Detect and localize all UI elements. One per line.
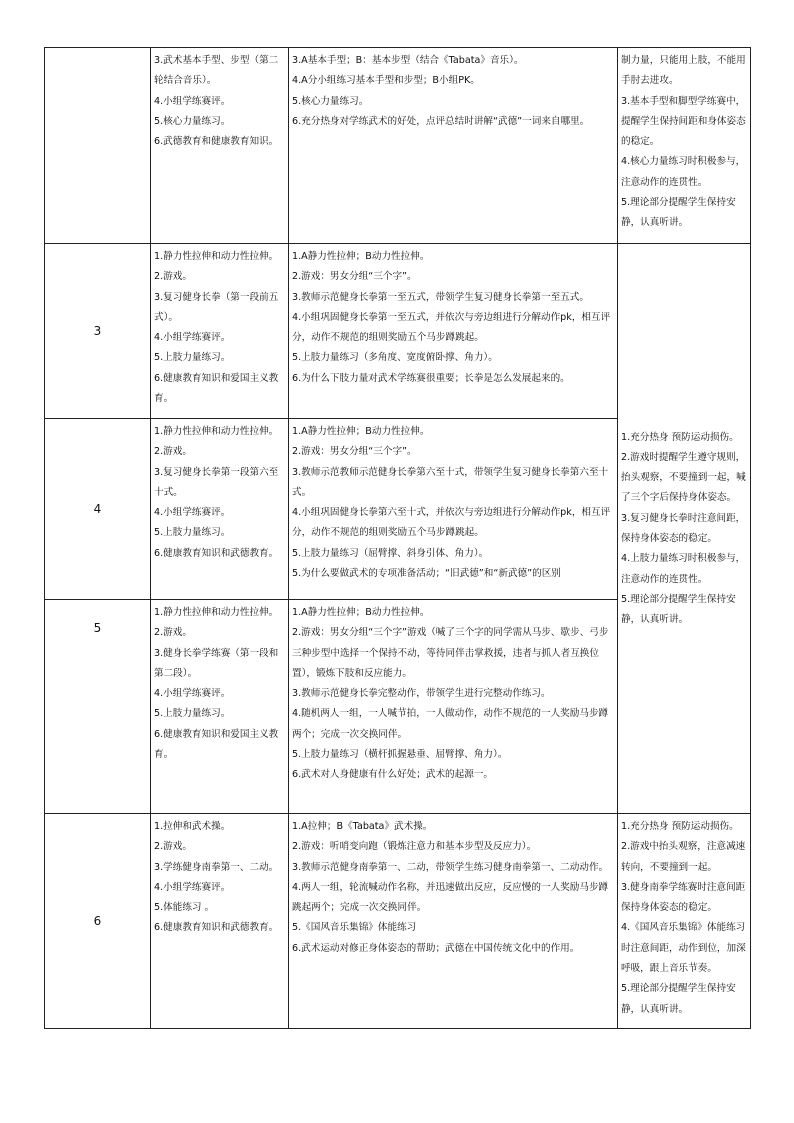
content-cell	[151, 600, 289, 814]
list-item: 2.游戏时提醒学生遵守规则，抬头观察，不要撞到一起，喊了三个字后保持身体姿态。	[621, 451, 746, 504]
list-item: 5.理论部分提醒学生保持安静，认真听讲。	[621, 983, 736, 1015]
list-item: 4.上肢力量练习时积极参与，注意动作的连贯性。	[621, 553, 746, 585]
lesson-number-cell: 6	[45, 814, 151, 1029]
content-cell	[151, 419, 289, 600]
list-item: 2.游戏。	[154, 446, 192, 458]
list-item: 4.小组学练赛评。	[154, 507, 231, 519]
list-item: 3.A基本手型；B：基本步型（结合《Tabata》音乐）。	[292, 55, 524, 66]
list-item: 6.为什么下肢力量对武术学练赛很重要；长拳是怎么发展起来的。	[292, 372, 570, 384]
list-item: 3.复习健身长拳时注意间距，保持身体姿态的稳定。	[621, 512, 746, 544]
list-item: 1.静力性拉伸和动力性拉伸。	[154, 251, 279, 262]
list-item: 3.健身南拳学练赛时注意间距 保持身体姿态的稳定。	[621, 881, 746, 914]
list-item: 3.教师示范教师示范健身长拳第六至十式，带领学生复习健身长拳第六至十式。	[292, 466, 609, 498]
list-item: 3.复习健身长拳（第一段前五式）。	[154, 291, 279, 323]
list-item: 制力量，只能用上肢，不能用手肘去进攻。	[621, 55, 746, 87]
content-cell	[151, 244, 289, 419]
list-item: 5.为什么要做武术的专项准备活动；“旧武德”和“新武德”的区别	[292, 568, 561, 580]
lesson-number-cell: 3	[45, 244, 151, 419]
list-item: 4.两人一组，轮流喊动作名称，并迅速做出反应，反应慢的一人奖励马步蹲跳起两个；完成一次交换同伴。	[292, 881, 609, 914]
list-item: 3.学练健身南拳第一、二动。	[154, 861, 279, 873]
safety-cell	[618, 48, 751, 244]
list-item: 5.上肢力量练习（多角度、宽度俯卧撑、角力）。	[292, 352, 498, 364]
list-item: 2.游戏：男女分组“三个字”。	[292, 446, 417, 458]
list-item: 4.小组巩固健身长拳第一至五式，并依次与旁边组进行分解动作pk，相互评分，动作不规范的组则奖励五个马步蹲跳起。	[292, 311, 611, 344]
list-item: 1.静力性拉伸和动力性拉伸。	[154, 607, 279, 618]
methods-cell	[289, 48, 618, 244]
list-item: 5.核心力量练习。	[292, 95, 369, 107]
list-item: 4.A分小组练习基本手型和步型；B小组PK。	[292, 75, 480, 87]
list-item: 5.上肢力量练习（屈臂撑、斜身引体、角力）。	[292, 547, 489, 559]
methods-cell	[289, 814, 618, 1029]
list-item: 5.体能练习 。	[154, 902, 215, 914]
list-item: 1.充分热身 预防运动损伤。	[621, 431, 739, 443]
list-item: 5.上肢力量练习。	[154, 708, 231, 720]
list-item: 3.基本手型和脚型学练赛中，提醒学生保持间距和身体姿态的稳定。	[621, 95, 746, 148]
list-item: 6.健康教育知识和武德教育。	[154, 922, 279, 934]
list-item: 4.《国风音乐集锦》体能练习时注意间距，动作到位，加深呼吸，跟上音乐节奏。	[621, 922, 746, 975]
list-item: 1.A静力性拉伸；B动力性拉伸。	[292, 426, 430, 437]
methods-cell	[289, 244, 618, 419]
safety-cell	[618, 814, 751, 1029]
list-item: 2.游戏。	[154, 627, 192, 639]
list-item: 4.小组巩固健身长拳第六至十式，并依次与旁边组进行分解动作pk，相互评分，动作不规范的组则奖励五个马步蹲跳起。	[292, 507, 611, 539]
list-item: 5.上肢力量练习。	[154, 352, 231, 364]
list-item: 6.充分热身对学练武术的好处，点评总结时讲解“武德”一词来自哪里。	[292, 115, 590, 127]
list-item: 3.健身长拳学练赛（第一段和第二段）。	[154, 647, 279, 679]
list-item: 2.游戏：男女分组“三个字”游戏（喊了三个字的同学需从马步、歇步、弓步三种步型中选择一个保持不动，等待同伴击掌救援，违者与抓人者互换位置），锻炼下肢和反应能力。	[292, 627, 609, 679]
lesson-number-cell: 4	[45, 419, 151, 600]
lesson-plan-table	[44, 47, 751, 1029]
safety-cell-merged	[618, 244, 751, 814]
list-item: 2.游戏。	[154, 841, 192, 853]
methods-cell	[289, 600, 618, 814]
list-item: 6.武术对人身健康有什么好处；武术的起源一。	[292, 769, 494, 781]
list-item: 2.游戏中抬头观察，注意减速转向，不要撞到一起。	[621, 841, 746, 873]
content-cell	[151, 48, 289, 244]
list-item: 6.健康教育知识和爱国主义教育。	[154, 728, 279, 761]
list-item: 3.教师示范健身长拳完整动作，带领学生进行完整动作练习。	[292, 688, 551, 700]
list-item: 4.小组学练赛评。	[154, 688, 231, 700]
list-item: 5.理论部分提醒学生保持安静，认真听讲。	[621, 197, 736, 229]
table-row	[45, 244, 751, 419]
list-item: 4.小组学练赛评。	[154, 332, 231, 344]
list-item: 6.武德教育和健康教育知识。	[154, 136, 279, 148]
list-item: 6.武术运动对修正身体姿态的帮助；武德在中国传统文化中的作用。	[292, 942, 580, 954]
list-item: 5.核心力量练习。	[154, 115, 231, 127]
list-item: 3.复习健身长拳第一段第六至十式。	[154, 466, 279, 498]
list-item: 2.游戏：男女分组“三个字”。	[292, 271, 417, 283]
list-item: 4.核心力量练习时积极参与，注意动作的连贯性。	[621, 156, 746, 188]
list-item: 2.游戏。	[154, 271, 192, 283]
list-item: 5.理论部分提醒学生保持安静，认真听讲。	[621, 593, 736, 626]
list-item: 2.游戏：听哨变向跑（锻炼注意力和基本步型及反应力）。	[292, 841, 537, 853]
lesson-number-cell: 5	[45, 600, 151, 814]
list-item: 5.《国风音乐集锦》体能练习	[292, 922, 417, 934]
list-item: 1.A静力性拉伸；B动力性拉伸。	[292, 251, 430, 262]
list-item: 3.武术基本手型、步型（第二轮结合音乐）。	[154, 55, 279, 87]
list-item: 5.上肢力量练习（横杆抓握悬垂、屈臂撑、角力）。	[292, 749, 508, 761]
list-item: 5.上肢力量练习。	[154, 527, 231, 539]
list-item: 6.健康教育知识和爱国主义教育。	[154, 372, 279, 405]
content-cell	[151, 814, 289, 1029]
list-item: 3.教师示范健身长拳第一至五式，带领学生复习健身长拳第一至五式。	[292, 291, 589, 303]
list-item: 4.小组学练赛评。	[154, 881, 231, 893]
table-row	[45, 814, 751, 1029]
list-item: 1.拉伸和武术操。	[154, 821, 231, 832]
list-item: 1.静力性拉伸和动力性拉伸。	[154, 426, 279, 437]
methods-cell	[289, 419, 618, 600]
list-item: 4.随机两人一组，一人喊节拍，一人做动作，动作不规范的一人奖励马步蹲两个；完成一次交换同伴。	[292, 708, 609, 740]
list-item: 1.A拉伸；B《Tabata》武术操。	[292, 821, 433, 832]
table-row	[45, 48, 751, 244]
list-item: 1.A静力性拉伸；B动力性拉伸。	[292, 607, 430, 618]
list-item: 6.健康教育知识和武德教育。	[154, 547, 279, 559]
lesson-number-cell	[45, 48, 151, 244]
list-item: 1.充分热身 预防运动损伤。	[621, 821, 739, 832]
list-item: 4.小组学练赛评。	[154, 95, 231, 107]
list-item: 3.教师示范健身南拳第一、二动，带领学生练习健身南拳第一、二动动作。	[292, 861, 609, 873]
